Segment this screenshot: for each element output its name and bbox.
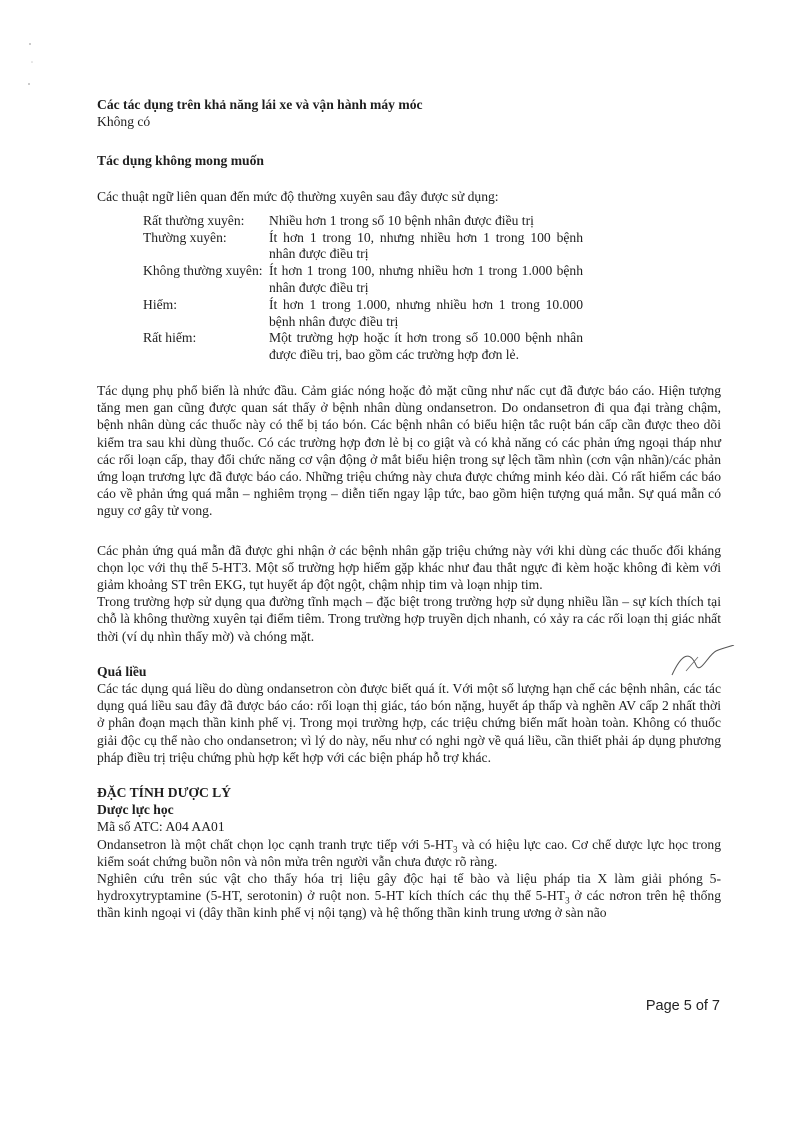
handwritten-mark <box>668 645 738 685</box>
table-row <box>143 330 583 364</box>
frequency-description: Nhiều hơn 1 trong số 10 bệnh nhân được điều trị <box>269 212 534 228</box>
pharmacology-paragraph-2 <box>97 870 721 922</box>
frequency-description: Ít hơn 1 trong 10, nhưng nhiều hơn 1 trong 100 bệnh nhân được điều trị <box>269 229 583 262</box>
text-run: Ondansetron là một chất chọn lọc cạnh tranh trực tiếp với 5-HT <box>97 836 453 852</box>
text-run: ở các nơron trên hệ thống thần kinh ngoại vi (dây thần kinh phế vị nội tạng) và hệ thống thần kinh trung ương ở sàn não <box>97 888 722 921</box>
table-row <box>143 230 583 264</box>
pharmacology-title: ĐẶC TÍNH DƯỢC LÝ <box>97 785 232 801</box>
driving-heading: Các tác dụng trên khả năng lái xe và vận hành máy móc <box>97 97 423 112</box>
frequency-description: Một trường hợp hoặc ít hơn trong số 10.000 bệnh nhân được điều trị, bao gồm các trường hợp đơn lẻ. <box>269 330 583 363</box>
frequency-term: Hiếm: <box>143 296 177 312</box>
adverse-paragraph-1: Tác dụng phụ phổ biến là nhức đầu. Cảm giác nóng hoặc đỏ mặt cũng như nấc cụt đã được báo cáo. Hiện tượng tăng men gan cũng được quan sát thấy ở bệnh nhân dùng ondansetron. Do ondansetron đi qua đại tràng chậm, bệnh nhân dùng các thuốc này có thể bị táo bón. Các bệnh nhân có biểu hiện tắc ruột bán cấp cần được theo dõi kiểm tra sau khi dùng thuốc. Có các trường hợp đơn lẻ bị co giật và có khả năng có các phản ứng ngoại tháp như các rối loạn cấp, thay đổi chức năng cơ vận động ở mắt biểu hiện trong sự lệch tầm nhìn (cơn vận nhãn)/các phản ứng loạn trương lực đã được báo cáo. Những triệu chứng này chưa được chứng minh kéo dài. Có rất hiếm các báo cáo về phản ứng quá mẫn – nghiêm trọng – diễn tiến ngay lập tức, bao gồm hiện tượng quá mẫn. Sự quá mẫn có nguy cơ gây tử vong. <box>97 382 721 519</box>
text-run: Nghiên cứu trên súc vật cho thấy hóa trị liệu gây độc hại tế bào và liệu pháp tia X làm giải phóng 5-hydroxytryptamine (5-HT, serotonin) ở ruột non. 5-HT kích thích các thụ thể 5-HT <box>97 871 721 904</box>
scan-specks <box>26 40 46 100</box>
frequency-description: Ít hơn 1 trong 1.000, nhưng nhiều hơn 1 trong 10.000 bệnh nhân được điều trị <box>269 296 583 329</box>
pharmacodynamics-heading: Dược lực học <box>97 802 174 818</box>
frequency-description: Ít hơn 1 trong 100, nhưng nhiều hơn 1 trong 1.000 bệnh nhân được điều trị <box>269 263 583 295</box>
frequency-term: Thường xuyên: <box>143 229 227 245</box>
document-body <box>97 96 721 922</box>
overdose-heading: Quá liều <box>97 663 147 679</box>
overdose-text: Các tác dụng quá liều do dùng ondansetron còn được biết quá ít. Với một số lượng hạn chế các bệnh nhân, các tác dụng quá liều sau đây đã được báo cáo: rối loạn thị giác, táo bón nặng, huyết áp thấp và nghẽn AV cấp 2 nhất thời ở phân đoạn mạch thần kinh phế vị. Trong mọi trường hợp, các triệu chứng biến mất hoàn toàn. Không có thuốc giải độc cụ thể nào cho ondansetron; vì lý do này, nếu như có nghi ngờ về quá liều, cần thiết phải áp dụng phương pháp điều trị triệu chứng phù hợp kết hợp với các biện pháp hỗ trợ khác. <box>97 681 721 765</box>
frequency-term: Rất hiếm: <box>143 330 197 346</box>
frequency-term: Rất thường xuyên: <box>143 212 245 228</box>
adverse-heading: Tác dụng không mong muốn <box>97 153 264 169</box>
adverse-paragraph-3: Trong trường hợp sử dụng qua đường tĩnh mạch – đặc biệt trong trường hợp sử dụng nhiều lần – sự kích thích tại chỗ là không thường xuyên tại điểm tiêm. Trong trường hợp truyền dịch nhanh, có xảy ra các rối loạn thị giác nhất thời (ví dụ nhìn thấy mờ) và chóng mặt. <box>97 594 721 644</box>
subscript: 3 <box>452 844 458 855</box>
frequency-table <box>143 213 583 364</box>
frequency-term: Không thường xuyên: <box>143 263 263 279</box>
adverse-intro: Các thuật ngữ liên quan đến mức độ thường xuyên sau đây được sử dụng: <box>97 188 499 204</box>
subscript: 3 <box>565 895 570 906</box>
adverse-paragraph-2: Các phản ứng quá mẫn đã được ghi nhận ở các bệnh nhân gặp triệu chứng này với khi dùng các thuốc đối kháng chọn lọc với thụ thể 5-HT3. Một số trường hợp hiếm gặp khác như đau thắt ngực đi kèm hoặc không đi kèm với giảm khoảng ST trên EKG, tụt huyết áp đột ngột, chậm nhịp tim và loạn nhịp tim. <box>97 542 721 593</box>
table-row <box>143 297 583 331</box>
text-run: và có hiệu lực cao. Cơ chế dược lực học trong kiểm soát chứng buồn nôn và nôn mửa trên người vẫn chưa được rõ ràng. <box>97 836 721 869</box>
driving-text: Không có <box>97 114 151 130</box>
pharmacology-paragraph-1 <box>97 836 721 870</box>
table-row <box>143 263 583 297</box>
page-number: Page 5 of 7 <box>645 998 720 1014</box>
atc-code: Mã số ATC: A04 AA01 <box>97 819 225 835</box>
table-row <box>143 213 583 230</box>
